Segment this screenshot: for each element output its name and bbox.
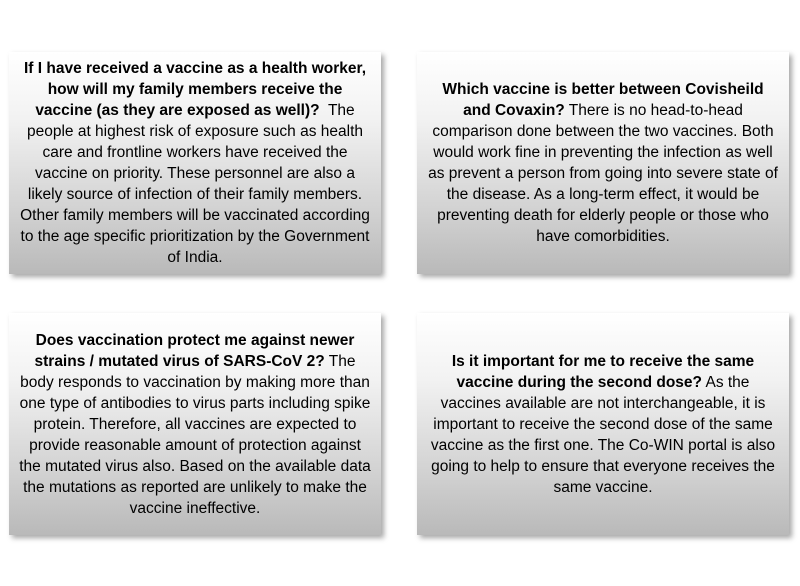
faq-text: [19, 58, 371, 268]
faq-text: [427, 79, 779, 247]
faq-answer: There is no head-to-head comparison done between the two vaccines. Both would work fine in preventing the infection as well as prevent a person from going into severe state of the disease. As a long-term effect, it would be preventing death for elderly people or those who have comorbidities.: [428, 102, 778, 245]
faq-question: If I have received a vaccine as a health worker, how will my family members receive the vaccine (as they are exposed as well)?: [23, 60, 367, 119]
faq-card-family-members: [9, 52, 381, 274]
faq-question: Does vaccination protect me against newer strains / mutated virus of SARS-CoV 2?: [34, 331, 355, 370]
faq-card-vaccine-comparison: [417, 52, 789, 274]
faq-card-second-dose: [417, 313, 789, 535]
faq-text: [19, 330, 371, 519]
faq-card-mutated-strains: [9, 313, 381, 535]
faq-answer: The people at highest risk of exposure such as health care and frontline workers have received the vaccine on priority. These personnel are also a likely source of infection of their family members. Other family members will be vaccinated according to the age specific prioritization by the Government of India.: [20, 102, 370, 266]
faq-answer: As the vaccines available are not interchangeable, it is important to receive the second dose of the same vaccine as the first one. The Co-WIN portal is also going to help to ensure that everyone receives the same vaccine.: [430, 373, 776, 496]
faq-answer: The body responds to vaccination by making more than one type of antibodies to virus parts including spike protein. Therefore, all vaccines are expected to provide reasonable amount of protection against the mutated virus also. Based on the available data the mutations as reported are unlikely to make the vaccine ineffective.: [19, 352, 371, 517]
faq-question: Is it important for me to receive the same vaccine during the second dose?: [451, 352, 755, 391]
faq-text: [427, 351, 779, 498]
faq-question: Which vaccine is better between Covisheild and Covaxin?: [442, 81, 764, 119]
